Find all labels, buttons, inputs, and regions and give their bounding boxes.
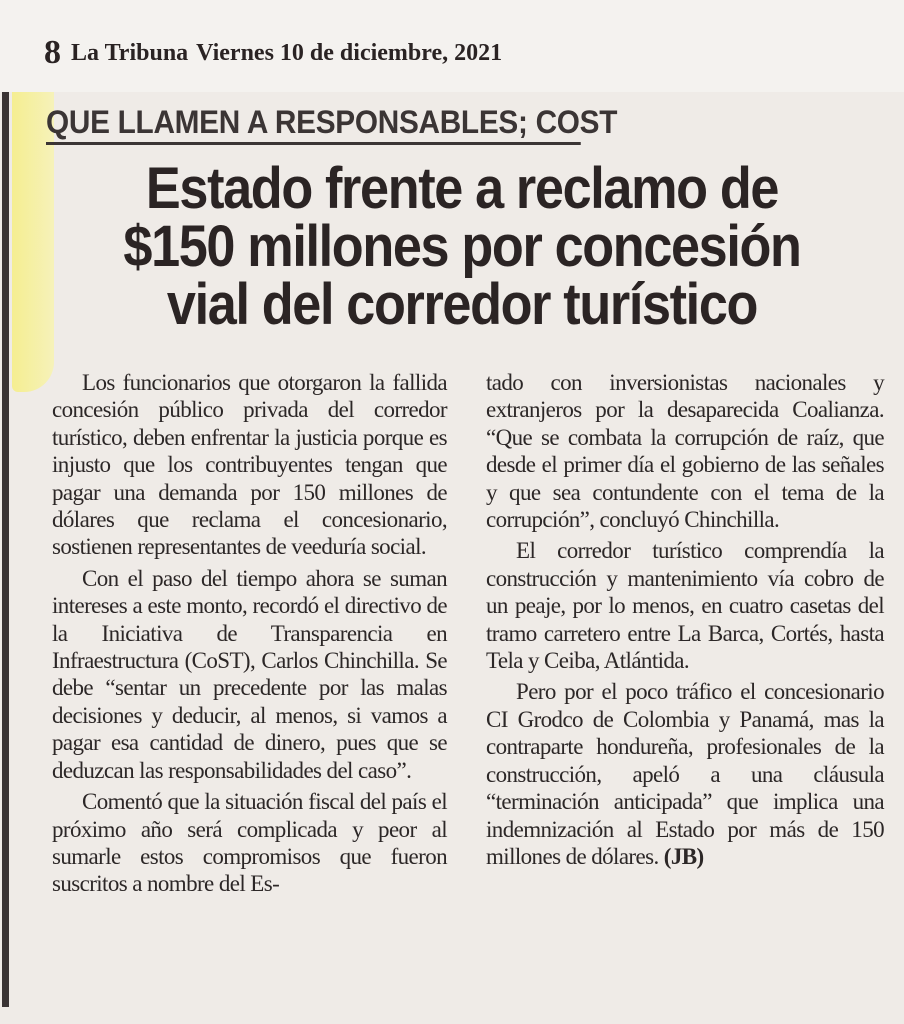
body-column-left	[52, 369, 447, 898]
column-rule	[2, 92, 9, 1007]
article	[0, 92, 904, 1024]
newspaper-name: La Tribuna	[71, 40, 189, 66]
author-signature: (JB)	[663, 843, 704, 869]
article-kicker: QUE LLAMEN A RESPONSABLES; COST	[46, 104, 581, 145]
page-header	[0, 0, 904, 93]
article-headline	[50, 156, 874, 337]
body-column-right	[486, 369, 884, 870]
body-paragraph	[486, 678, 884, 870]
masthead-line	[44, 34, 502, 72]
issue-date: Viernes 10 de diciembre, 2021	[196, 40, 503, 66]
headline-line: Estado frente a reclamo de	[145, 156, 779, 221]
body-paragraph: Con el paso del tiempo ahora se suman intereses a este monto, recordó el directivo de la Iniciativa de Transparencia en Infraestructura (CoST), Carlos Chinchilla. Se debe “sentar un precedente por las malas decisiones y deducir, al menos, si vamos a pagar esa cantidad de dinero, pues que se deduzcan las responsabilidades del caso”.	[52, 565, 447, 783]
headline-line: $150 millones por concesión	[123, 214, 801, 279]
body-paragraph: El corredor turístico comprendía la construcción y mantenimiento vía cobro de un peaje, por lo menos, en cuatro casetas del tramo carretero entre La Barca, Cortés, hasta Tela y Ceiba, Atlántida.	[486, 538, 884, 674]
body-paragraph: Los funcionarios que otorgaron la fallida concesión público privada del corredor turístico, deben enfrentar la justicia porque es injusto que los contribuyentes tengan que pagar una demanda por 150 millones de dólares que reclama el concesionario, sostienen representantes de veeduría social.	[52, 370, 447, 560]
headline-line: vial del corredor turístico	[166, 272, 758, 337]
body-paragraph: Comentó que la situación fiscal del país el próximo año será complicada y peor al sumarle estos compromisos que fueron suscritos a nombre del Es-	[52, 789, 447, 897]
page-number: 8	[44, 34, 61, 71]
body-paragraph-text: Pero por el poco tráfico el concesionario CI Grodco de Colombia y Panamá, mas la contraparte hondureña, profesionales de la construcción, apeló a una cláusula “terminación anticipada” que implica una indemnización al Estado por más de 150 millones de dólares.	[486, 679, 884, 869]
body-paragraph: tado con inversionistas nacionales y extranjeros por la desaparecida Coalianza. “Que se combata la corrupción de raíz, que desde el primer día el gobierno de las señales y que sea contundente con el tema de la corrupción”, concluyó Chinchilla.	[486, 370, 884, 533]
